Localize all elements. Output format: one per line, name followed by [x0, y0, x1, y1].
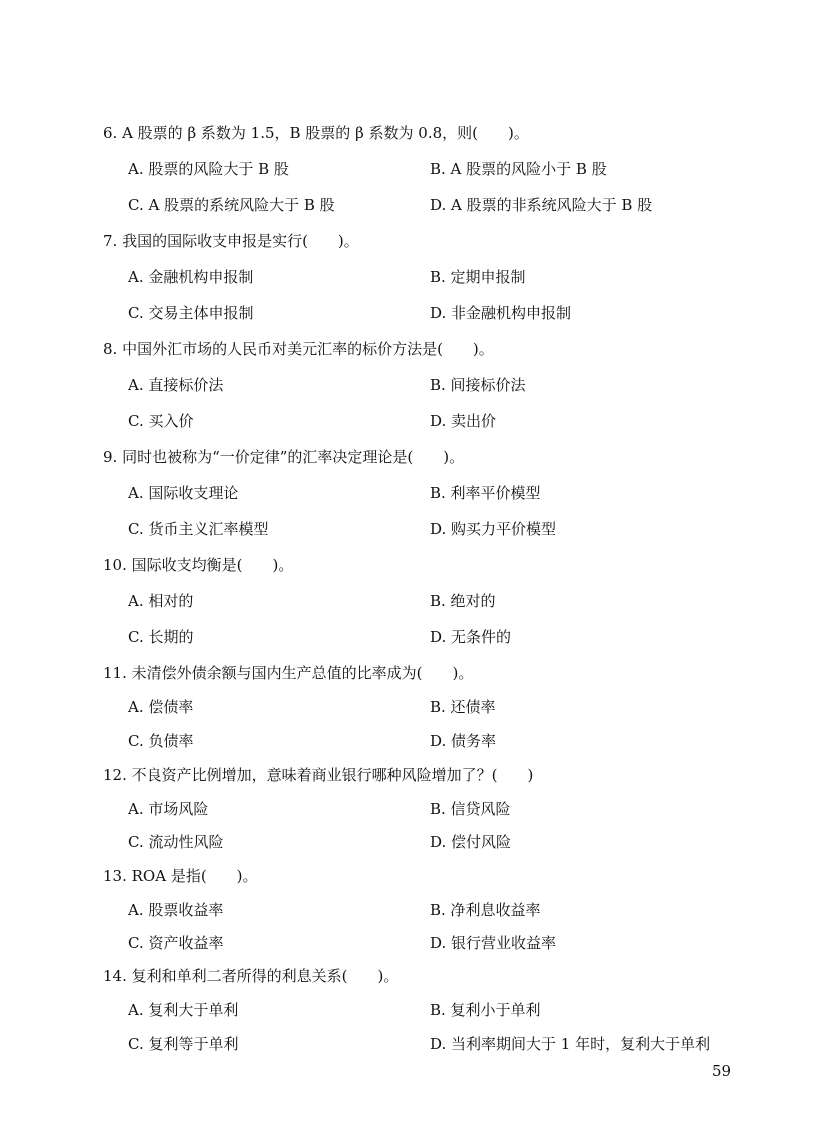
question-11-option-d: D. 债务率	[430, 732, 497, 750]
question-12-option-d: D. 偿付风险	[430, 833, 512, 851]
question-13-option-a: A. 股票收益率	[128, 901, 224, 919]
question-13-option-d: D. 银行营业收益率	[430, 934, 557, 952]
question-7-option-c: C. 交易主体申报制	[128, 304, 254, 322]
question-13-option-b: B. 净利息收益率	[430, 901, 541, 919]
question-12-stem: 12. 不良资产比例增加，意味着商业银行哪种风险增加了？( )	[103, 766, 534, 784]
question-11-option-c: C. 负债率	[128, 732, 194, 750]
question-14-option-b: B. 复利小于单利	[430, 1001, 541, 1019]
question-13-stem: 13. ROA 是指( )。	[103, 867, 258, 885]
question-10-option-b: B. 绝对的	[430, 592, 496, 610]
page-number: 59	[712, 1062, 732, 1080]
question-10-option-c: C. 长期的	[128, 628, 194, 646]
question-10-option-d: D. 无条件的	[430, 628, 512, 646]
question-9-option-b: B. 利率平价模型	[430, 484, 541, 502]
question-14-stem: 14. 复利和单利二者所得的利息关系( )。	[103, 967, 399, 985]
question-8-stem: 8. 中国外汇市场的人民币对美元汇率的标价方法是( )。	[103, 340, 494, 358]
question-14-option-a: A. 复利大于单利	[128, 1001, 239, 1019]
question-14-option-c: C. 复利等于单利	[128, 1035, 239, 1053]
question-7-stem: 7. 我国的国际收支申报是实行( )。	[103, 232, 359, 250]
question-8-option-d: D. 卖出价	[430, 412, 497, 430]
question-12-option-c: C. 流动性风险	[128, 833, 224, 851]
question-8-option-b: B. 间接标价法	[430, 376, 526, 394]
question-10-option-a: A. 相对的	[128, 592, 194, 610]
question-9-stem: 9. 同时也被称为“一价定律”的汇率决定理论是( )。	[103, 448, 465, 466]
question-7-option-b: B. 定期申报制	[430, 268, 526, 286]
question-6-stem: 6. A 股票的 β 系数为 1.5，B 股票的 β 系数为 0.8，则( )。	[103, 124, 529, 142]
question-14-option-d: D. 当利率期间大于 1 年时，复利大于单利	[430, 1035, 711, 1053]
question-8-option-c: C. 买入价	[128, 412, 194, 430]
question-11-option-a: A. 偿债率	[128, 698, 194, 716]
question-10-stem: 10. 国际收支均衡是( )。	[103, 556, 294, 574]
question-13-option-c: C. 资产收益率	[128, 934, 224, 952]
question-7-option-d: D. 非金融机构申报制	[430, 304, 572, 322]
question-6-option-a: A. 股票的风险大于 B 股	[128, 160, 289, 178]
question-9-option-c: C. 货币主义汇率模型	[128, 520, 269, 538]
question-12-option-a: A. 市场风险	[128, 800, 209, 818]
question-9-option-d: D. 购买力平价模型	[430, 520, 557, 538]
question-8-option-a: A. 直接标价法	[128, 376, 224, 394]
question-12-option-b: B. 信贷风险	[430, 800, 511, 818]
question-11-stem: 11. 未清偿外债余额与国内生产总值的比率成为( )。	[103, 664, 474, 682]
question-7-option-a: A. 金融机构申报制	[128, 268, 254, 286]
question-6-option-c: C. A 股票的系统风险大于 B 股	[128, 196, 335, 214]
question-11-option-b: B. 还债率	[430, 698, 496, 716]
question-6-option-d: D. A 股票的非系统风险大于 B 股	[430, 196, 653, 214]
question-9-option-a: A. 国际收支理论	[128, 484, 239, 502]
question-6-option-b: B. A 股票的风险小于 B 股	[430, 160, 607, 178]
